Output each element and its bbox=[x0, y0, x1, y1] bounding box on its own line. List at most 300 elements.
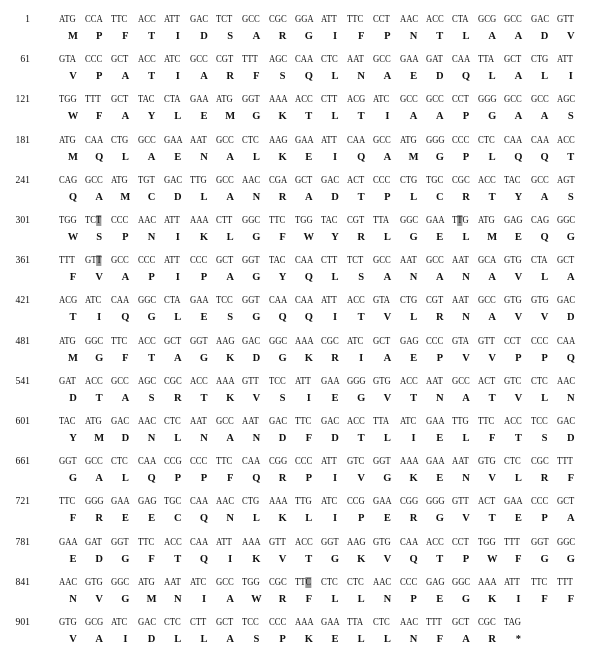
codon: TTC bbox=[111, 335, 128, 347]
codon: ACC bbox=[190, 375, 208, 387]
amino-acid: L bbox=[410, 191, 418, 203]
amino-acid: T bbox=[410, 392, 418, 404]
codon-line bbox=[59, 616, 579, 629]
codon: GCC bbox=[111, 255, 130, 267]
amino-acid: P bbox=[357, 513, 365, 525]
codon: AAG bbox=[347, 536, 366, 548]
amino-acid: F bbox=[253, 71, 260, 83]
amino-acid: Q bbox=[540, 151, 549, 163]
amino-acid: C bbox=[436, 191, 444, 203]
amino-acid: P bbox=[436, 352, 443, 364]
amino-acid: W bbox=[67, 111, 79, 123]
codon: ATT bbox=[163, 14, 180, 25]
codon: GTT bbox=[478, 335, 495, 347]
amino-acid: V bbox=[278, 553, 287, 565]
codon: GTG bbox=[59, 617, 77, 628]
codon: ATG bbox=[478, 215, 495, 226]
codon: ACC bbox=[85, 375, 103, 387]
codon: CAA bbox=[530, 134, 549, 146]
amino-acid: L bbox=[357, 634, 365, 645]
codon: CCT bbox=[452, 536, 469, 548]
codon: GAA bbox=[425, 416, 445, 427]
codon: GCC bbox=[425, 94, 444, 106]
base: T bbox=[452, 215, 458, 226]
codon: CCC bbox=[373, 174, 391, 186]
codon: ACC bbox=[347, 416, 365, 427]
amino-acid: N bbox=[462, 272, 470, 284]
amino-acid: T bbox=[148, 71, 156, 83]
codon: GCT bbox=[163, 335, 181, 347]
amino-acid: L bbox=[252, 513, 260, 525]
codon: TGC bbox=[425, 174, 443, 186]
codon: TTC bbox=[478, 416, 495, 427]
codon: GCT bbox=[111, 54, 129, 66]
amino-acid: A bbox=[540, 191, 549, 203]
codon: TCT bbox=[347, 255, 364, 267]
amino-acid: I bbox=[516, 593, 521, 605]
amino-acid: N bbox=[383, 593, 392, 605]
amino-acid: T bbox=[514, 433, 522, 444]
codon: CTC bbox=[321, 576, 338, 588]
codon: TTG bbox=[452, 416, 469, 427]
codon: CGT bbox=[425, 295, 443, 307]
codon: AAG bbox=[268, 134, 288, 146]
codon: TTC bbox=[216, 456, 233, 468]
codon: GCC bbox=[242, 14, 261, 25]
codon: TAC bbox=[504, 174, 521, 186]
codon: GGG bbox=[425, 134, 445, 146]
codon: CAA bbox=[242, 456, 261, 468]
codon: ATT bbox=[321, 134, 337, 146]
amino-acid: A bbox=[488, 31, 496, 42]
codon: GAC bbox=[556, 416, 575, 427]
amino-acid: L bbox=[305, 513, 313, 525]
amino-acid: S bbox=[358, 272, 365, 284]
codon: CTC bbox=[478, 134, 495, 146]
amino-acid: I bbox=[332, 473, 338, 485]
amino-acid: M bbox=[68, 31, 78, 42]
amino-acid: N bbox=[147, 433, 156, 444]
amino-acid: A bbox=[488, 312, 496, 324]
codon: GTA bbox=[452, 335, 469, 347]
codon: GGC bbox=[452, 576, 471, 588]
amino-acid: G bbox=[566, 232, 575, 243]
amino-acid: E bbox=[436, 232, 444, 243]
amino-acid: T bbox=[174, 553, 182, 565]
codon: ATC bbox=[399, 416, 416, 427]
position-number: 781 bbox=[15, 536, 30, 548]
codon: TTC bbox=[347, 14, 364, 25]
codon: TGG bbox=[478, 536, 496, 548]
amino-acid: L bbox=[462, 433, 470, 444]
amino-acid: K bbox=[304, 352, 313, 364]
codon: AAC bbox=[59, 576, 78, 588]
codon: ACC bbox=[137, 14, 156, 25]
sequence-block bbox=[0, 362, 591, 402]
amino-acid: D bbox=[567, 312, 575, 324]
amino-acid: A bbox=[409, 111, 418, 123]
codon: CTC bbox=[504, 456, 522, 468]
codon: GAA bbox=[504, 496, 524, 508]
codon-line bbox=[59, 134, 579, 147]
codon: AAG bbox=[216, 335, 235, 347]
codon: GAG bbox=[137, 496, 157, 508]
codon: ATC bbox=[111, 617, 128, 628]
codon: TTT bbox=[242, 54, 259, 66]
amino-acid: M bbox=[146, 593, 157, 605]
amino-acid: A bbox=[436, 272, 444, 284]
amino-acid: G bbox=[435, 513, 444, 525]
amino-acid: A bbox=[147, 151, 156, 163]
amino-acid: L bbox=[357, 593, 365, 605]
codon: GTG bbox=[504, 295, 523, 307]
codon: GAC bbox=[163, 174, 182, 186]
codon: CGC bbox=[321, 335, 339, 347]
codon: CTA bbox=[163, 94, 181, 106]
codon: GAA bbox=[399, 54, 419, 66]
amino-acid: L bbox=[488, 71, 496, 83]
codon: TCC bbox=[530, 416, 548, 427]
amino-acid: N bbox=[226, 513, 234, 525]
amino-acid: A bbox=[514, 31, 523, 42]
amino-acid: I bbox=[201, 593, 207, 605]
amino-acid: N bbox=[409, 272, 418, 284]
codon: GAG bbox=[399, 335, 419, 347]
amino-acid: N bbox=[200, 151, 208, 163]
amino-acid: Q bbox=[540, 232, 549, 243]
amino-acid: G bbox=[566, 553, 575, 565]
codon: ACT bbox=[478, 375, 496, 387]
amino-acid: P bbox=[200, 473, 208, 485]
codon bbox=[85, 214, 107, 227]
amino-acid: V bbox=[488, 352, 496, 364]
codon: ACC bbox=[137, 335, 156, 347]
amino-acid: V bbox=[514, 272, 523, 284]
codon: GGT bbox=[321, 536, 339, 548]
amino-acid: I bbox=[411, 433, 416, 444]
amino-acid: L bbox=[252, 151, 260, 163]
codon: GCC bbox=[137, 134, 156, 146]
amino-acid: G bbox=[488, 111, 497, 123]
amino-acid: Q bbox=[461, 71, 471, 83]
amino-acid: D bbox=[331, 191, 339, 203]
codon: ATT bbox=[321, 14, 337, 25]
amino-acid: N bbox=[174, 593, 182, 605]
codon: CAA bbox=[85, 134, 104, 146]
amino-acid: R bbox=[488, 634, 496, 645]
amino-acid: G bbox=[147, 312, 156, 324]
amino-acid: Q bbox=[252, 473, 261, 485]
amino-acid: L bbox=[226, 232, 234, 243]
position-number: 661 bbox=[15, 456, 30, 468]
codon: ACC bbox=[294, 536, 313, 548]
amino-acid: R bbox=[540, 473, 549, 485]
amino-acid: P bbox=[122, 232, 129, 243]
sequence-block bbox=[0, 523, 591, 563]
amino-acid: A bbox=[226, 634, 234, 645]
codon-line bbox=[59, 13, 579, 26]
codon: GTG bbox=[530, 295, 549, 307]
amino-acid: Q bbox=[357, 151, 366, 163]
amino-acid: T bbox=[95, 392, 103, 404]
codon: GCC bbox=[190, 54, 208, 66]
codon: TTT bbox=[556, 456, 573, 468]
codon: ATC bbox=[347, 335, 364, 347]
amino-acid: G bbox=[68, 473, 78, 485]
position-number: 1 bbox=[25, 14, 30, 25]
amino-acid: P bbox=[462, 553, 470, 565]
amino-acid: E bbox=[514, 232, 522, 243]
codon: GCC bbox=[85, 456, 103, 468]
codon-line bbox=[59, 294, 579, 307]
amino-acid: E bbox=[436, 433, 444, 444]
codon: GAA bbox=[321, 375, 340, 387]
codon: GTT bbox=[452, 496, 469, 508]
codon bbox=[295, 576, 317, 589]
position-number: 481 bbox=[15, 335, 30, 347]
highlighted-base: T bbox=[96, 255, 102, 267]
codon: AAA bbox=[268, 94, 288, 106]
codon: AGT bbox=[556, 174, 575, 186]
codon: TAC bbox=[321, 215, 338, 226]
amino-acid: G bbox=[383, 473, 392, 485]
codon: CGC bbox=[530, 456, 549, 468]
sequence-block bbox=[0, 80, 591, 123]
sequence-block bbox=[0, 40, 591, 83]
amino-acid: F bbox=[122, 352, 129, 364]
codon: GCC bbox=[216, 174, 234, 186]
amino-acid: I bbox=[359, 352, 364, 364]
codon: TTC bbox=[137, 536, 154, 548]
amino-acid: P bbox=[410, 593, 417, 605]
codon: TTA bbox=[347, 617, 364, 628]
position-number: 361 bbox=[15, 255, 30, 267]
amino-acid: A bbox=[226, 272, 234, 284]
amino-acid: R bbox=[357, 232, 365, 243]
codon: AAC bbox=[399, 14, 418, 25]
amino-acid: R bbox=[174, 392, 182, 404]
amino-acid: T bbox=[357, 111, 365, 123]
codon-line bbox=[59, 536, 579, 549]
amino-acid: R bbox=[226, 71, 234, 83]
codon: CTG bbox=[530, 54, 548, 66]
amino-acid: L bbox=[541, 392, 549, 404]
codon: ACG bbox=[347, 94, 366, 106]
codon: CCT bbox=[452, 94, 469, 106]
amino-acid: N bbox=[409, 634, 418, 645]
codon: CAA bbox=[190, 536, 209, 548]
codon: GGC bbox=[399, 215, 418, 226]
amino-acid: A bbox=[226, 151, 234, 163]
codon: TAC bbox=[59, 416, 76, 427]
codon: ATG bbox=[59, 14, 76, 25]
codon: ACC bbox=[347, 295, 365, 307]
amino-acid: I bbox=[175, 272, 180, 284]
codon: TGG bbox=[59, 94, 77, 106]
amino-acid: D bbox=[436, 71, 444, 83]
codon: GCC bbox=[530, 174, 549, 186]
amino-acid: S bbox=[253, 634, 260, 645]
amino-acid: E bbox=[410, 71, 418, 83]
amino-acid: Y bbox=[278, 272, 287, 284]
codon: AAA bbox=[399, 456, 419, 468]
codon: GCC bbox=[373, 134, 392, 146]
codon: TTT bbox=[556, 576, 573, 588]
amino-acid: R bbox=[278, 31, 287, 42]
codon: AAT bbox=[190, 134, 207, 146]
amino-acid: P bbox=[148, 272, 155, 284]
amino-acid: A bbox=[121, 392, 130, 404]
sequence-block bbox=[0, 442, 591, 485]
codon: GAC bbox=[321, 416, 340, 427]
codon: CGC bbox=[268, 576, 287, 588]
codon: CCC bbox=[425, 335, 444, 347]
amino-acid: G bbox=[252, 312, 261, 324]
amino-acid: T bbox=[305, 553, 313, 565]
codon: TTA bbox=[478, 54, 495, 66]
amino-acid: L bbox=[174, 433, 182, 444]
amino-acid: D bbox=[147, 634, 156, 645]
codon: CAG bbox=[59, 174, 78, 186]
amino-acid: Q bbox=[199, 513, 209, 525]
codon: CTG bbox=[399, 295, 417, 307]
codon-line bbox=[59, 375, 579, 388]
amino-acid: T bbox=[357, 312, 365, 324]
codon: CGT bbox=[347, 215, 365, 226]
amino-acid: F bbox=[226, 473, 234, 485]
amino-acid: Y bbox=[331, 232, 339, 243]
amino-acid: V bbox=[567, 31, 575, 42]
codon: CCC bbox=[85, 54, 103, 66]
codon: CTT bbox=[216, 215, 233, 226]
amino-acid: A bbox=[305, 191, 313, 203]
codon: CTG bbox=[111, 134, 129, 146]
codon: CGC bbox=[163, 375, 182, 387]
amino-acid: A bbox=[383, 352, 392, 364]
amino-acid: A bbox=[383, 151, 392, 163]
amino-acid: L bbox=[174, 111, 182, 123]
position-number: 241 bbox=[15, 174, 30, 186]
codon: CAA bbox=[556, 335, 575, 347]
amino-acid: P bbox=[384, 31, 391, 42]
amino-acid: G bbox=[435, 151, 444, 163]
codon: TCC bbox=[242, 617, 260, 628]
codon: CAA bbox=[294, 295, 313, 307]
amino-acid: V bbox=[69, 634, 77, 645]
codon: GAG bbox=[425, 576, 445, 588]
codon: AAT bbox=[399, 255, 417, 267]
amino-acid: L bbox=[331, 71, 339, 83]
codon: ACT bbox=[347, 174, 365, 186]
amino-acid: A bbox=[121, 272, 130, 284]
amino-acid: F bbox=[279, 232, 286, 243]
codon: TGG bbox=[294, 215, 313, 226]
codon-line bbox=[59, 335, 579, 348]
codon: GGT bbox=[111, 536, 130, 548]
codon: AAT bbox=[425, 375, 443, 387]
position-number: 301 bbox=[15, 215, 30, 226]
amino-acid: N bbox=[436, 392, 444, 404]
amino-acid: Q bbox=[68, 191, 78, 203]
sequence-block bbox=[0, 241, 591, 284]
codon: ATG bbox=[85, 416, 102, 427]
amino-acid: E bbox=[331, 392, 339, 404]
codon: CAA bbox=[347, 134, 366, 146]
amino-acid: D bbox=[95, 553, 103, 565]
codon: AAT bbox=[190, 416, 207, 427]
amino-acid: L bbox=[174, 634, 182, 645]
amino-acid: R bbox=[462, 191, 470, 203]
amino-acid: F bbox=[436, 634, 443, 645]
codon: CAA bbox=[268, 295, 287, 307]
amino-acid: P bbox=[515, 352, 522, 364]
codon: CCC bbox=[294, 456, 313, 468]
codon: ACC bbox=[163, 536, 182, 548]
amino-acid: F bbox=[305, 433, 312, 444]
amino-acid: A bbox=[226, 191, 234, 203]
amino-acid: M bbox=[487, 232, 498, 243]
codon: ATG bbox=[137, 576, 155, 588]
codon: TTT bbox=[85, 94, 101, 106]
codon: TCC bbox=[216, 295, 233, 307]
codon: GAC bbox=[268, 416, 287, 427]
sequence-block bbox=[0, 322, 591, 362]
sequence-block bbox=[0, 563, 591, 603]
amino-acid: V bbox=[514, 392, 523, 404]
amino-acid: A bbox=[121, 111, 130, 123]
codon: GCC bbox=[373, 255, 392, 267]
amino-acid: L bbox=[462, 232, 470, 243]
amino-acid: K bbox=[278, 513, 287, 525]
amino-acid: F bbox=[567, 593, 574, 605]
position-number: 61 bbox=[20, 54, 30, 66]
codon: GGT bbox=[242, 255, 261, 267]
amino-acid: A bbox=[436, 111, 444, 123]
codon: CTT bbox=[321, 255, 338, 267]
amino-acid: E bbox=[383, 513, 391, 525]
amino-acid: V bbox=[462, 513, 470, 525]
codon: CCT bbox=[504, 335, 522, 347]
amino-acid: D bbox=[278, 433, 287, 444]
amino-acid: A bbox=[462, 392, 470, 404]
codon: ATT bbox=[163, 255, 180, 267]
sequence-block bbox=[0, 482, 591, 525]
codon: GCT bbox=[216, 255, 234, 267]
amino-acid: N bbox=[462, 312, 470, 324]
sequence-block bbox=[0, 603, 591, 643]
codon: CTG bbox=[399, 174, 417, 186]
amino-acid: F bbox=[69, 272, 77, 284]
amino-acid: T bbox=[357, 191, 365, 203]
amino-acid: N bbox=[147, 232, 156, 243]
amino-acid: E bbox=[514, 513, 522, 525]
amino-acid: A bbox=[95, 634, 103, 645]
codon: GCC bbox=[216, 576, 234, 588]
amino-acid: M bbox=[120, 191, 131, 203]
amino-acid: C bbox=[147, 191, 156, 203]
amino-acid: A bbox=[514, 111, 523, 123]
codon: GTG bbox=[85, 576, 103, 588]
codon: GGC bbox=[268, 335, 287, 347]
amino-acid: K bbox=[252, 553, 261, 565]
amino-acid: L bbox=[121, 151, 129, 163]
codon: TGG bbox=[242, 576, 261, 588]
codon: TAC bbox=[268, 255, 286, 267]
amino-acid: L bbox=[462, 31, 470, 42]
codon: AAC bbox=[556, 375, 575, 387]
codon: GAT bbox=[425, 54, 443, 66]
codon: TCT bbox=[216, 14, 233, 25]
